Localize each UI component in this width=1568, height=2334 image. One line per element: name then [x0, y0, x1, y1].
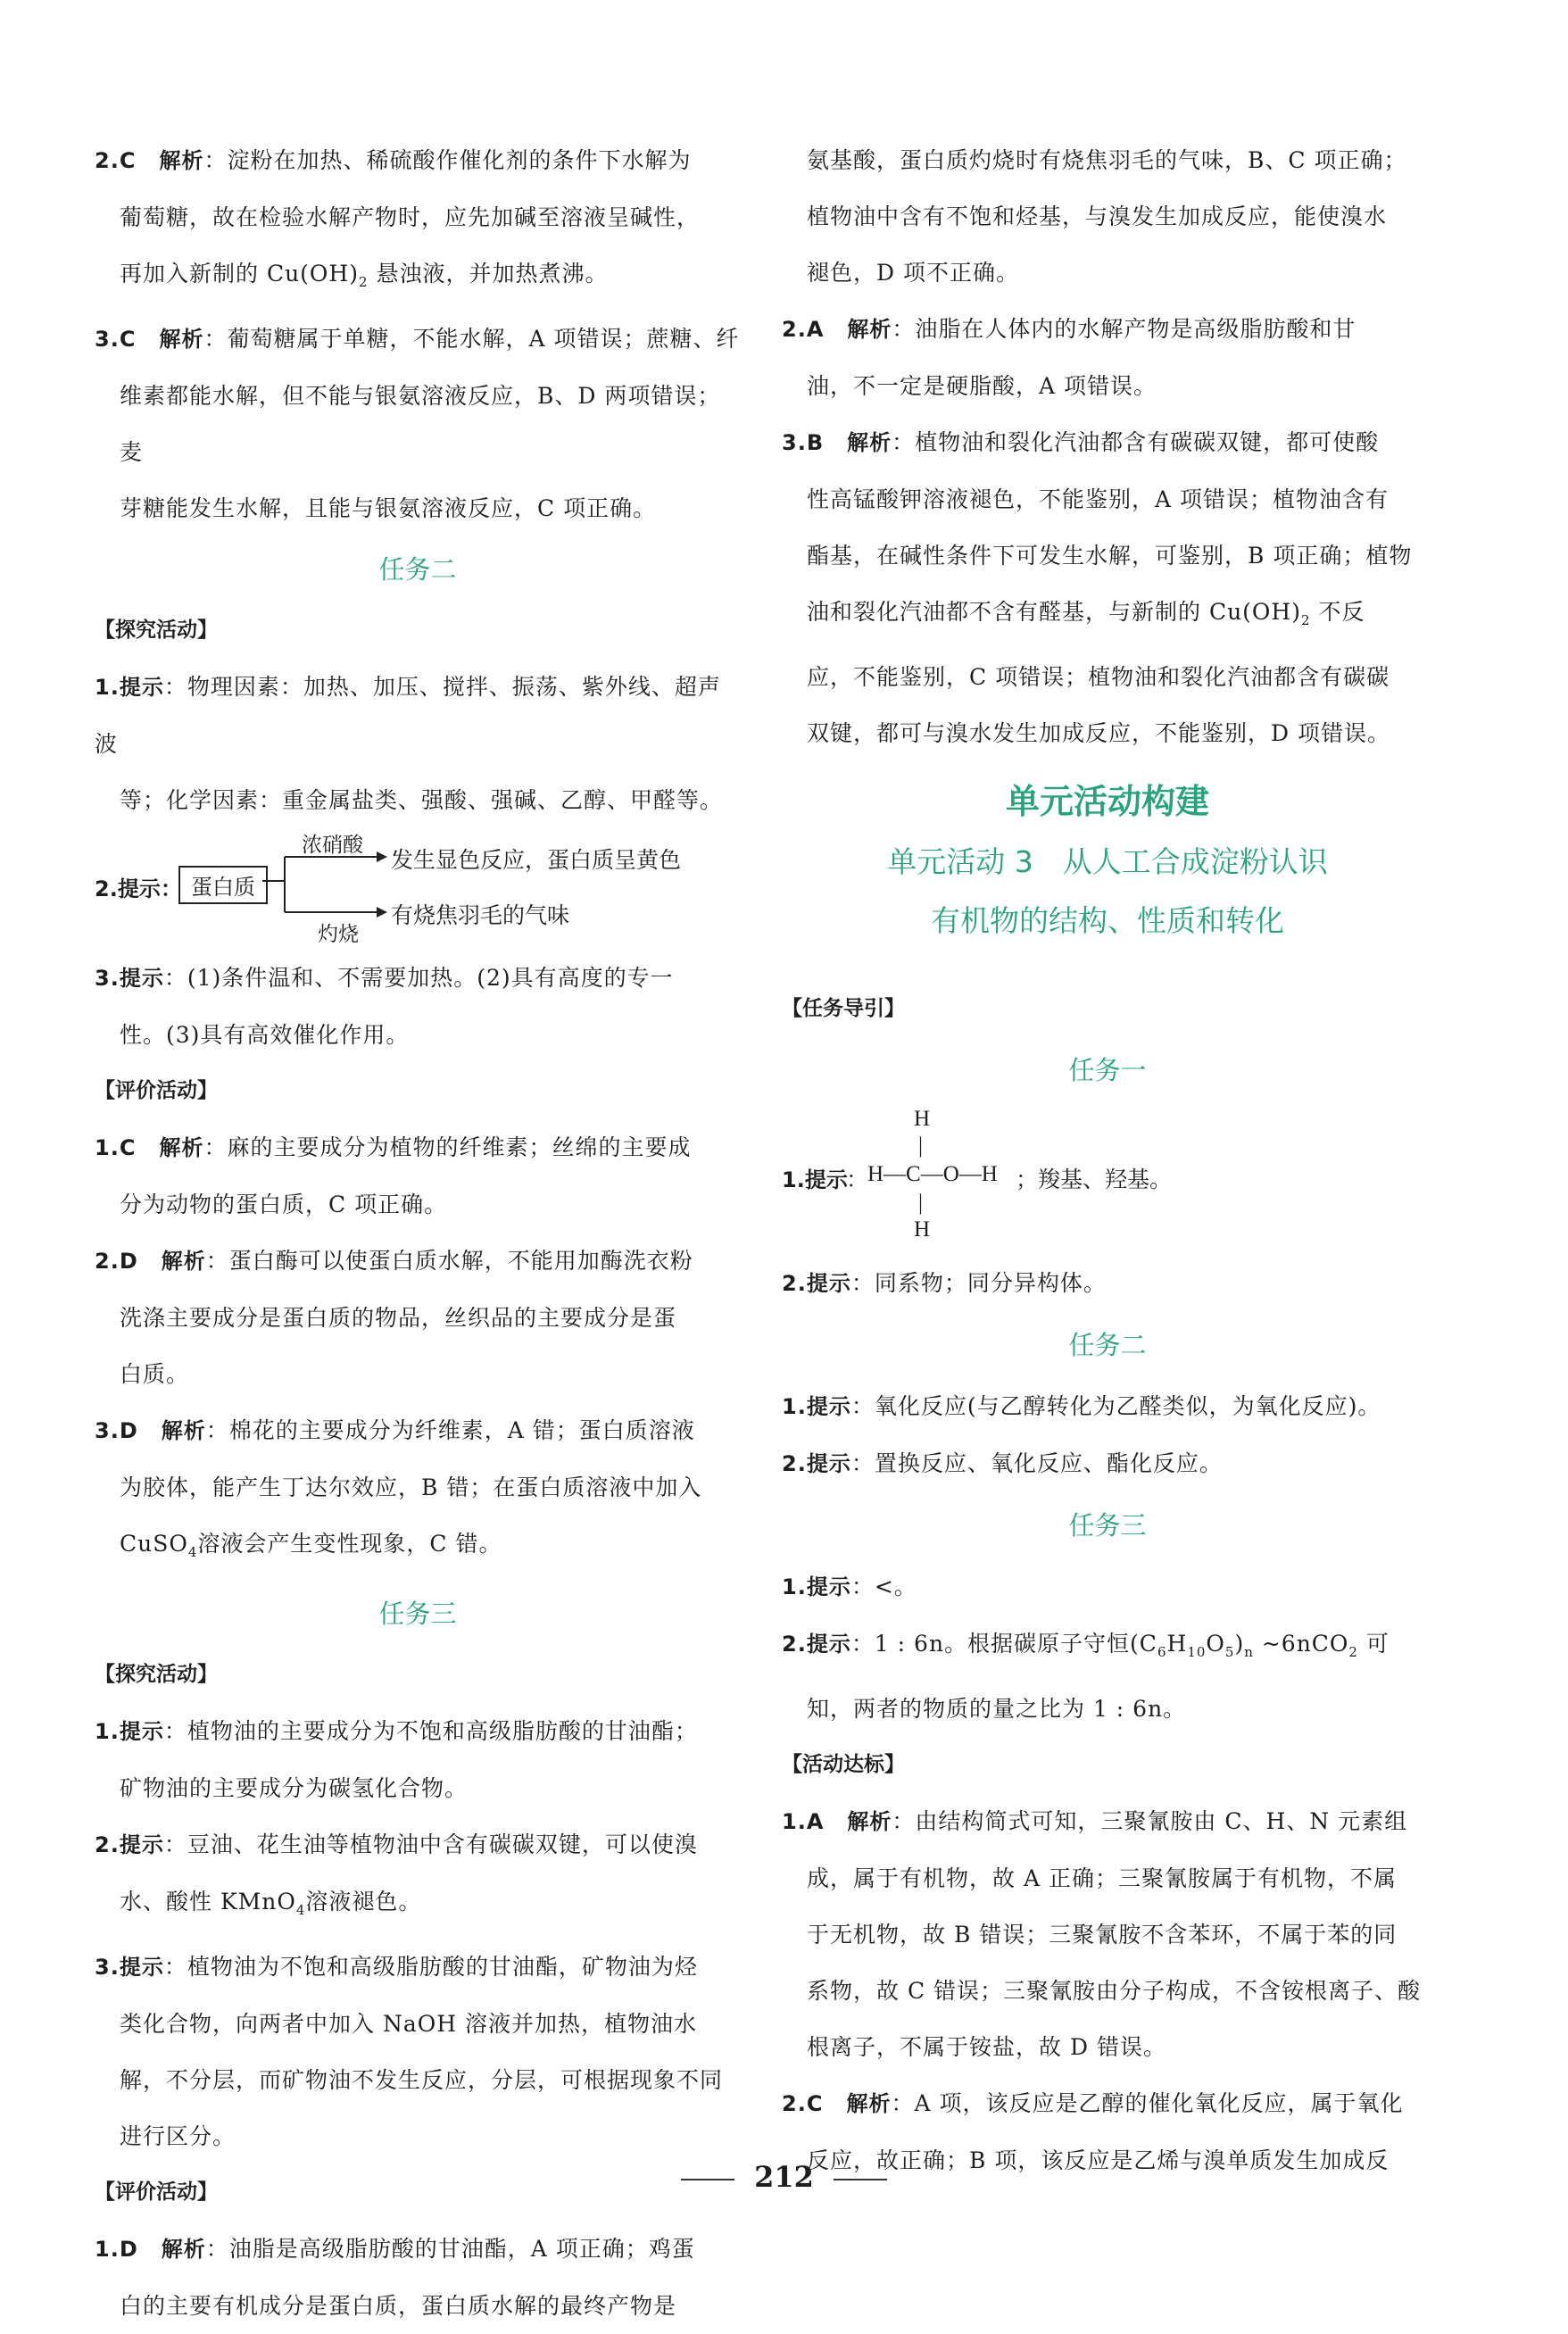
- page-number: 212: [0, 2160, 1568, 2194]
- answer-item: 2.C 解析：淀粉在加热、稀硫酸作催化剂的条件下水解为: [95, 147, 692, 173]
- task-heading: 任务二: [378, 554, 457, 585]
- hint-item: 2.提示：豆油、花生油等植物油中含有碳碳双键，可以使溴: [95, 1831, 698, 1857]
- answer-item: 2.C 解析：A 项，该反应是乙醇的催化氧化反应，属于氧化: [782, 2090, 1404, 2116]
- hint-item: 1.提示：植物油的主要成分为不饱和高级脂肪酸的甘油酯；: [95, 1718, 698, 1744]
- hint-item: 1.提示：<。: [782, 1574, 917, 1599]
- answer-item: 2.A 解析：油脂在人体内的水解产物是高级脂肪酸和甘: [782, 316, 1356, 342]
- hint-item: 2.提示：置换反应、氧化反应、酯化反应。: [782, 1450, 1223, 1476]
- section-label: 【探究活动】: [95, 1663, 218, 1686]
- task-heading: 任务一: [1068, 1055, 1147, 1085]
- task-heading: 任务二: [1068, 1330, 1147, 1360]
- answer-item: 2.D 解析：蛋白酶可以使蛋白质水解，不能用加酶洗衣粉: [95, 1248, 693, 1274]
- left-column: 2.C 解析：淀粉在加热、稀硫酸作催化剂的条件下水解为 葡萄糖，故在检验水解产物时，应先加碱至溶液呈碱性， 再加入新制的 $Cu(OH)_2$ 悬浊液，并加热煮沸。 3.C 解析：葡萄糖属于单糖，不能水解，A 项错误；蔗糖、纤 维素都能水解，但不能与银氨溶液反应，B、D 两项错误；麦 芽糖能发生水解，且能与银氨溶液反应，C 项正确。 任务二 【探究活动】 1.提示：物理因素：加热、加压、搅拌、振荡、紫外线、超声波 等；化学因素：重金属盐类、强酸、强碱、乙醇、甲醛等。 2.提示： 蛋白质 浓硝酸 发生显色反应，蛋白质呈黄色 灼烧 有烧焦羽毛的气味 3.提示：(1)条件温和、不需要加热。(2)具有高度的专一 性。(3)具有高效催化作用。 【评价活动】 1.C 解析：麻的主要成分为植物的纤维素；丝绵的主要成 分为动物的蛋白质，C 项正确。 2.D 解析：蛋白酶可以使蛋白质水解，不能用加酶洗衣粉 洗涤主要成分是蛋白质的物品，丝织品的主要成分是蛋 白质。 3.D 解析：棉花的主要成分为纤维素，A 错；蛋白质溶液 为胶体，能产生丁达尔效应，B 错；在蛋白质溶液中加入 CuSO$_4$溶液会产生变性现象，C 错。 任务三 【探究活动】 1.提示：植物油的主要成分为不饱和高级脂肪酸的甘油酯； 矿物油的主要成分为碳氢化合物。 2.提示：豆油、花生油等植物油中含有碳碳双键，可以使溴 水、酸性 KMnO$_4$溶液褪色。 3.提示：植物油为不饱和高级脂肪酸的甘油酯，矿物油为烃 类化合物，向两者中加入 NaOH 溶液并加热，植物油水 解，不分层，而矿物油不发生反应，分层，可根据现象不同 进行区分。 【评价活动】 1.D 解析：油脂是高级脂肪酸的甘油酯，A 项正确；鸡蛋 白的主要有机成分是蛋白质，蛋白质水解的最终产物是: [95, 132, 741, 2334]
- methanol-structure: 1.提示 ： H | H—C—O—H | H ；羧基、羟基。: [782, 1107, 1173, 1242]
- task-heading: 任务三: [378, 1599, 457, 1629]
- protein-box: 蛋白质: [178, 866, 268, 904]
- answer-item: 3.C 解析：葡萄糖属于单糖，不能水解，A 项错误；蔗糖、纤: [95, 326, 740, 352]
- section-label: 【评价活动】: [95, 1079, 218, 1102]
- section-label: 【任务导引】: [782, 997, 905, 1020]
- hint-item: 1.提示：物理因素：加热、加压、搅拌、振荡、紫外线、超声波: [95, 674, 721, 757]
- hint-item: 1.提示：氧化反应(与乙醇转化为乙醛类似，为氧化反应)。: [782, 1393, 1381, 1419]
- answer-item: 3.D 解析：棉花的主要成分为纤维素，A 错；蛋白质溶液: [95, 1417, 695, 1443]
- page-number-dash: [681, 2179, 734, 2180]
- answer-item: 3.B 解析：植物油和裂化汽油都含有碳碳双键，都可使酸: [782, 429, 1380, 455]
- answer-item: 1.A 解析：由结构简式可知，三聚氰胺由 C、H、N 元素组: [782, 1808, 1408, 1834]
- unit-subtitle: 单元活动 3 从人工合成淀粉认识: [887, 844, 1328, 879]
- hint-item: 2.提示：同系物；同分异构体。: [782, 1270, 1107, 1296]
- protein-reaction-diagram: 2.提示： 蛋白质 浓硝酸 发生显色反应，蛋白质呈黄色 灼烧 有烧焦羽毛的气味: [95, 834, 682, 946]
- task-heading: 任务三: [1068, 1510, 1147, 1541]
- unit-subtitle: 有机物的结构、性质和转化: [931, 903, 1284, 938]
- hint-item: 3.提示：(1)条件温和、不需要加热。(2)具有高度的专一: [95, 965, 674, 991]
- page-number-dash: [834, 2179, 887, 2180]
- answer-item: 1.C 解析：麻的主要成分为植物的纤维素；丝绵的主要成: [95, 1134, 692, 1160]
- section-label: 【评价活动】: [95, 2180, 218, 2204]
- hint-item: 2.提示：1 : 6n。根据碳原子守恒$(C_6H_{10}O_5)_n$ ~6nCO$_2$ 可: [782, 1631, 1390, 1660]
- unit-title: 单元活动构建: [1005, 782, 1209, 821]
- hint-item: 3.提示：植物油为不饱和高级脂肪酸的甘油酯，矿物油为烃: [95, 1954, 698, 1980]
- answer-item: 1.D 解析：油脂是高级脂肪酸的甘油酯，A 项正确；鸡蛋: [95, 2236, 695, 2262]
- right-column: 氨基酸，蛋白质灼烧时有烧焦羽毛的气味，B、C 项正确； 植物油中含有不饱和烃基，与溴发生加成反应，能使溴水 褪色，D 项不正确。 2.A 解析：油脂在人体内的水解产物是高级脂肪酸和甘 油，不一定是硬脂酸，A 项错误。 3.B 解析：植物油和裂化汽油都含有碳碳双键，都可使酸 性高锰酸钾溶液褪色，不能鉴别，A 项错误；植物油含有 酯基，在碱性条件下可发生水解，可鉴别，B 项正确；植物 油和裂化汽油都不含有醛基，与新制的 $Cu(OH)_2$ 不反 应，不能鉴别，C 项错误；植物油和裂化汽油都含有碳碳 双键，都可与溴水发生加成反应，不能鉴别，D 项错误。 单元活动构建 单元活动 3 从人工合成淀粉认识 有机物的结构、性质和转化 【任务导引】 任务一 1.提示 ： H | H—C—O—H | H ；羧基、羟基。 2.提示：同系物；同分异构体。 任务二 1.提示：氧化反应(与乙醇转化为乙醛类似，为氧化反应)。 2.提示：置换反应、氧化反应、酯化反应。 任务三 1.提示：<。 2.提示：1 : 6n。根据碳原子守恒$(C_6H_{10}O_5)_n$ ~6nCO$_2$ 可 知，两者的物质的量之比为 1 : 6n。 【活动达标】 1.A 解析：由结构简式可知，三聚氰胺由 C、H、N 元素组 成，属于有机物，故 A 正确；三聚氰胺属于有机物，不属 于无机物，故 B 错误；三聚氰胺不含苯环，不属于苯的同 系物，故 C 错误；三聚氰胺由分子构成，不含铵根离子、酸 根离子，不属于铵盐，故 D 错误。 2.C 解析：A 项，该反应是乙醇的催化氧化反应，属于氧化 反应，故正确；B 项，该反应是乙烯与溴单质发生加成反: [782, 132, 1433, 2189]
- section-label: 【活动达标】: [782, 1753, 905, 1776]
- section-label: 【探究活动】: [95, 619, 218, 642]
